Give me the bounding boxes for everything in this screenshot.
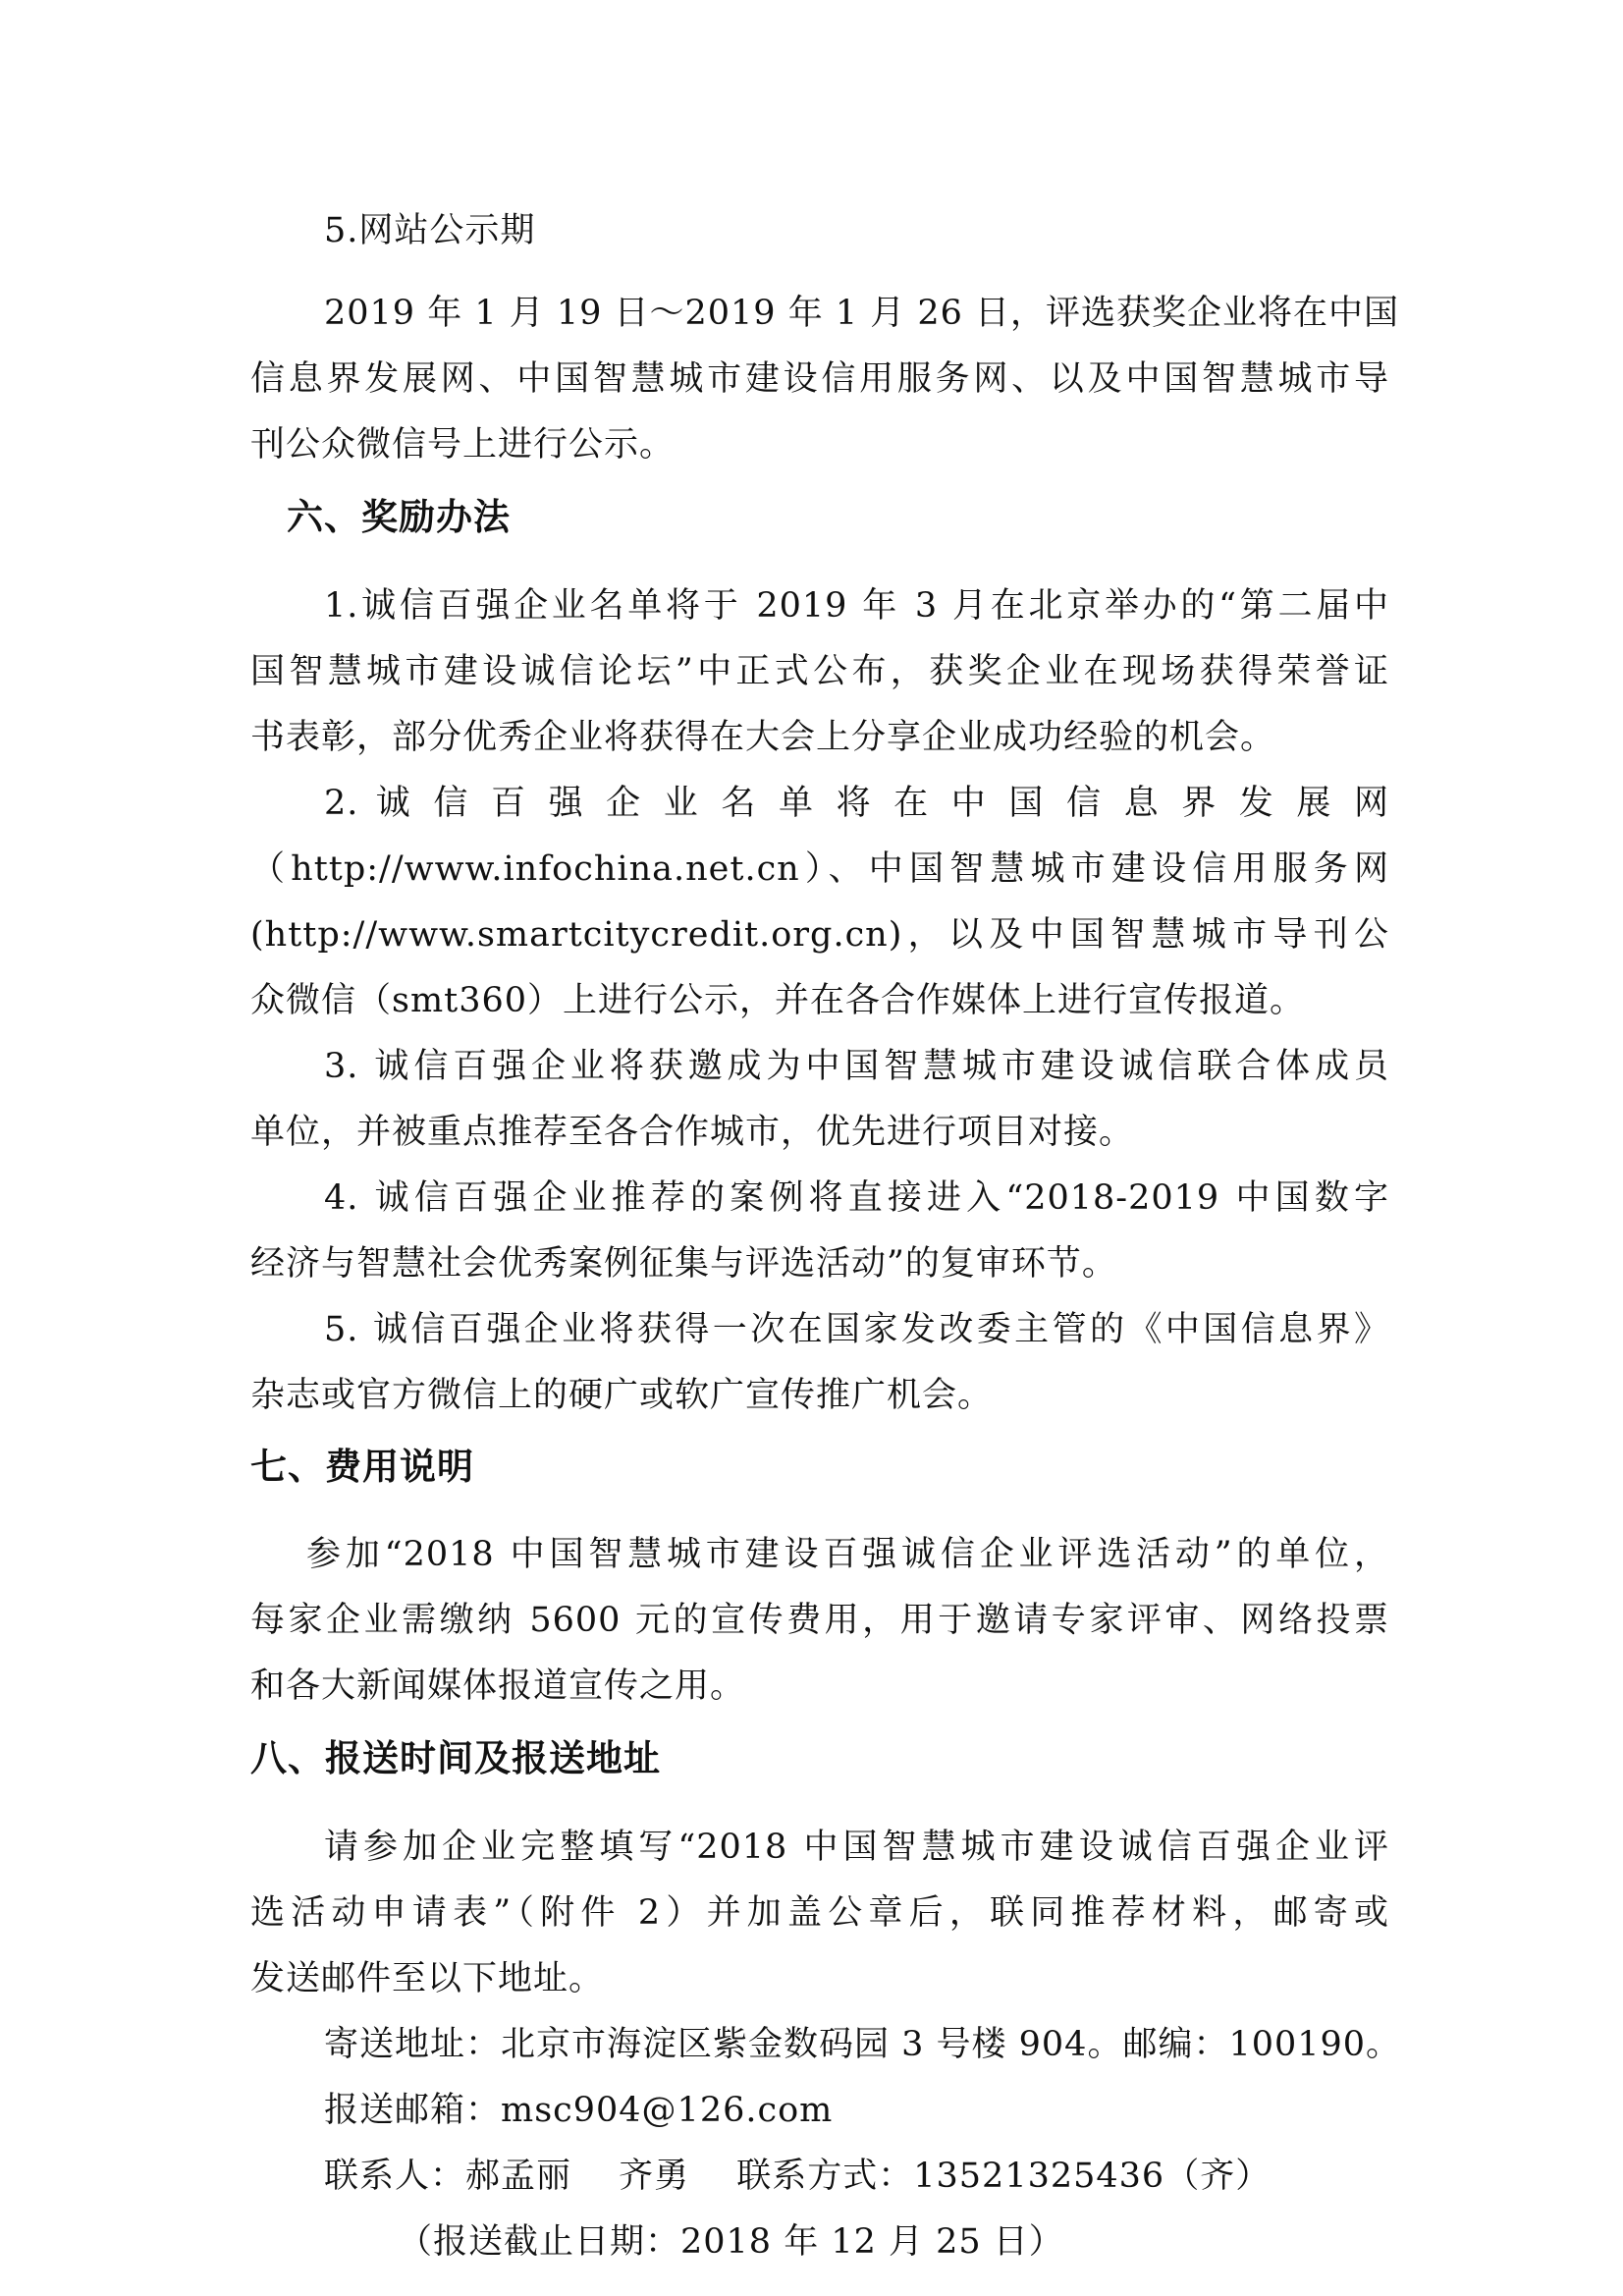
paragraph-line: 1.诚信百强企业名单将于 2019 年 3 月在北京举办的“第二届中 (324, 586, 1389, 626)
paragraph-line: 2. 诚 信 百 强 企 业 名 单 将 在 中 国 信 息 界 发 展 网 (324, 784, 1389, 823)
paragraph-line: 5. 诚信百强企业将获得一次在国家发改委主管的《中国信息界》 (324, 1310, 1389, 1349)
section-heading-rewards: 六、奖励办法 (287, 496, 511, 538)
paragraph-line: 国智慧城市建设诚信论坛”中正式公布，获奖企业在现场获得荣誉证 (250, 652, 1389, 691)
paragraph-line: 参加“2018 中国智慧城市建设百强诚信企业评选活动”的单位， (306, 1535, 1389, 1574)
paragraph-line: 3. 诚信百强企业将获邀成为中国智慧城市建设诚信联合体成员 (324, 1047, 1389, 1086)
subsection-heading-website-publicity: 5.网站公示期 (324, 211, 536, 250)
paragraph-line: 刊公众微信号上进行公示。 (250, 425, 676, 465)
paragraph-line: 发送邮件至以下地址。 (250, 1959, 605, 1998)
paragraph-line: 众微信（smt360）上进行公示，并在各合作媒体上进行宣传报道。 (250, 981, 1306, 1020)
section-heading-submission: 八、报送时间及报送地址 (250, 1737, 661, 1779)
submission-email: 报送邮箱：msc904@126.com (324, 2091, 834, 2130)
contact-info: 联系人：郝孟丽 齐勇 联系方式：13521325436（齐） (324, 2157, 1271, 2196)
paragraph-line: 请参加企业完整填写“2018 中国智慧城市建设诚信百强企业评 (324, 1828, 1389, 1867)
paragraph-line: 2019 年 1 月 19 日～2019 年 1 月 26 日，评选获奖企业将在中国 (324, 294, 1400, 333)
paragraph-line: 选活动申请表”（附件 2）并加盖公章后，联同推荐材料，邮寄或 (250, 1893, 1389, 1933)
paragraph-line: 单位，并被重点推荐至各合作城市，优先进行项目对接。 (250, 1113, 1135, 1152)
paragraph-line: 每家企业需缴纳 5600 元的宣传费用，用于邀请专家评审、网络投票 (250, 1601, 1389, 1640)
paragraph-line: 和各大新闻媒体报道宣传之用。 (250, 1667, 746, 1706)
paragraph-line: 信息界发展网、中国智慧城市建设信用服务网、以及中国智慧城市导 (250, 359, 1389, 399)
paragraph-line: 书表彰，部分优秀企业将获得在大会上分享企业成功经验的机会。 (250, 718, 1276, 757)
paragraph-line: （http://www.infochina.net.cn）、中国智慧城市建设信用服务网 (250, 849, 1389, 889)
submission-deadline: （报送截止日期：2018 年 12 月 25 日） (398, 2222, 1064, 2262)
paragraph-line: 杂志或官方微信上的硬广或软广宣传推广机会。 (250, 1376, 994, 1415)
paragraph-line: 经济与智慧社会优秀案例征集与评选活动”的复审环节。 (250, 1244, 1117, 1284)
section-heading-fees: 七、费用说明 (250, 1446, 474, 1488)
mailing-address: 寄送地址：北京市海淀区紫金数码园 3 号楼 904。邮编：100190。 (324, 2025, 1402, 2064)
paragraph-line: (http://www.smartcitycredit.org.cn)，以及中国智慧城市导刊公 (250, 915, 1389, 955)
paragraph-line: 4. 诚信百强企业推荐的案例将直接进入“2018-2019 中国数字 (324, 1178, 1389, 1218)
